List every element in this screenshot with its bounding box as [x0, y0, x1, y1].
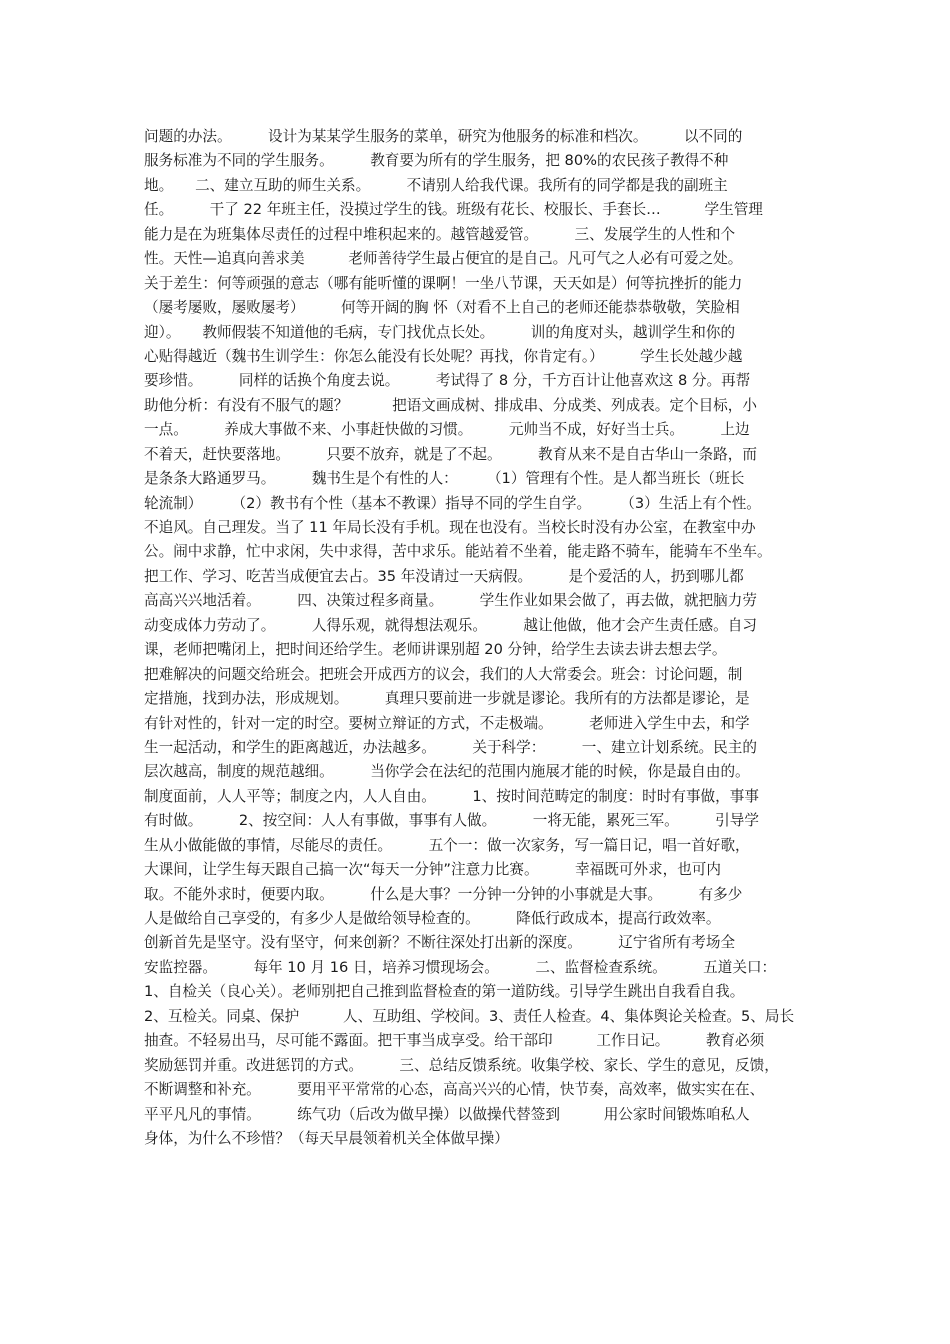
text-line: 把工作、学习、吃苦当成便宜去占。35 年没请过一天病假。 是个爱活的人，扔到哪儿都 — [144, 567, 744, 585]
text-line: 创新首先是坚守。没有坚守，何来创新？不断往深处打出新的深度。 辽宁省所有考场全 — [144, 934, 736, 952]
body-text — [144, 125, 816, 1151]
text-line: 取。不能外求时，便要内取。 什么是大事？一分钟一分钟的小事就是大事。 有多少 — [144, 885, 743, 903]
text-line: 生一起活动，和学生的距离越近，办法越多。 关于科学： 一、建立计划系统。民主的 — [144, 738, 757, 756]
text-line: 把难解决的问题交给班会。把班会开成西方的议会，我们的人大常委会。班会：讨论问题，制 — [144, 665, 743, 683]
text-line: 公。闹中求静，忙中求闲，失中求得，苦中求乐。能站着不坐着，能走路不骑车，能骑车不坐车。 — [144, 543, 772, 561]
text-line: 关于差生：何等顽强的意志（哪有能听懂的课啊！一坐八节课，天天如是）何等抗挫折的能力 — [144, 274, 743, 292]
text-line: 安监控器。 每年 10 月 16 日，培养习惯现场会。 二、监督检查系统。 五道关口： — [144, 958, 777, 976]
text-line: 一点。 养成大事做不来、小事赶快做的习惯。 元帅当不成，好好当士兵。 上边 — [144, 421, 750, 439]
text-line: 助他分析：有没有不服气的题？ 把语文画成树、排成串、分成类、列成表。定个目标，小 — [144, 396, 757, 414]
text-line: 制度面前，人人平等；制度之内，人人自由。 1、按时间范畴定的制度：时时有事做，事事 — [144, 787, 759, 805]
text-line: 有时做。 2、按空间：人人有事做，事事有人做。 一将无能，累死三军。 引导学 — [144, 812, 759, 830]
text-line: 层次越高，制度的规范越细。 当你学会在法纪的范围内施展才能的时候，你是最自由的。 — [144, 763, 750, 781]
text-line: 要珍惜。 同样的话换个角度去说。 考试得了 8 分，千方百计让他喜欢这 8 分。再帮 — [144, 372, 751, 390]
text-line: 定措施，找到办法，形成规划。 真理只要前进一步就是谬论。我所有的方法都是谬论，是 — [144, 690, 750, 708]
text-line: 性。天性—追真向善求美 老师善待学生最占便宜的是自己。凡可气之人必有可爱之处。 — [144, 250, 743, 268]
text-line: 大课间，让学生每天跟自己搞一次“每天一分钟”注意力比赛。 幸福既可外求，也可内 — [144, 861, 721, 879]
text-line: 身体，为什么不珍惜？（每天早晨领着机关全体做早操） — [144, 1129, 509, 1147]
text-line: 高高兴兴地活着。 四、决策过程多商量。 学生作业如果会做了，再去做，就把脑力劳 — [144, 592, 757, 610]
text-line: 人是做给自己享受的，有多少人是做给领导检查的。 降低行政成本，提高行政效率。 — [144, 910, 721, 927]
text-line: 2、互检关。同桌、保护 人、互助组、学校间。3、责任人检查。4、集体舆论关检查。5、局长 — [144, 1007, 795, 1025]
text-line: 地。 二、建立互助的师生关系。 不请别人给我代课。我所有的同学都是我的副班主 — [144, 176, 728, 194]
text-line: 不追风。自己理发。当了 11 年局长没有手机。现在也没有。当校长时没有办公室，在教室中办 — [144, 519, 756, 536]
text-line: 课，老师把嘴闭上，把时间还给学生。老师讲课别超 20 分钟，给学生去读去讲去想去学。 — [144, 641, 727, 659]
text-line: 是条条大路通罗马。 魏书生是个有性的人： （1）管理有个性。是人都当班长（班长 — [144, 470, 745, 488]
text-line: 任。 干了 22 年班主任，没摸过学生的钱。班级有花长、校服长、手套长… 学生管理 — [144, 201, 763, 219]
text-line: 服务标准为不同的学生服务。 教育要为所有的学生服务，把 80%的农民孩子教得不种 — [144, 152, 729, 170]
text-line: 生从小做能做的事情，尽能尽的责任。 五个一：做一次家务，写一篇日记，唱一首好歌， — [144, 836, 750, 854]
text-line: 不断调整和补充。 要用平平常常的心态，高高兴兴的心情，快节奏，高效率，做实实在在、 — [144, 1081, 765, 1099]
text-line: 迎）。 教师假装不知道他的毛病，专门找优点长处。 训的角度对头，越训学生和你的 — [144, 323, 736, 341]
text-line: 不着天，赶快要落地。 只要不放弃，就是了不起。 教育从来不是自古华山一条路，而 — [144, 445, 757, 463]
text-line: （屡考屡败，屡败屡考） 何等开阔的胸 怀（对看不上自己的老师还能恭恭敬敬，笑脸相 — [144, 299, 740, 317]
text-line: 能力是在为班集体尽责任的过程中堆积起来的。越管越爱管。 三、发展学生的人性和个 — [144, 225, 736, 243]
text-line: 奖励惩罚并重。改进惩罚的方式。 三、总结反馈系统。收集学校、家长、学生的意见，反馈， — [144, 1056, 779, 1074]
text-line: 有针对性的，针对一定的时空。要树立辩证的方式，不走极端。 老师进入学生中去，和学 — [144, 714, 750, 732]
text-line: 轮流制） （2）教书有个性（基本不教课）指导不同的学生自学。 （3）生活上有个性。 — [144, 494, 761, 512]
text-line: 1、自检关（良心关）。老师别把自己推到监督检查的第一道防线。引导学生跳出自我看自我。 — [144, 983, 745, 1001]
text-line: 心贴得越近（魏书生训学生：你怎么能没有长处呢？再找，你肯定有。） 学生长处越少越 — [144, 347, 743, 365]
text-line: 抽查。不轻易出马，尽可能不露面。把干事当成享受。给干部印 工作日记。 教育必须 — [144, 1032, 765, 1050]
text-line: 平平凡凡的事情。 练气功（后改为做早操）以做操代替签到 用公家时间锻炼咱私人 — [144, 1105, 750, 1123]
text-line: 问题的办法。 设计为某某学生服务的菜单，研究为他服务的标准和档次。 以不同的 — [144, 128, 743, 145]
text-line: 动变成体力劳动了。 人得乐观，就得想法观乐。 越让他做，他才会产生责任感。自习 — [144, 616, 757, 634]
